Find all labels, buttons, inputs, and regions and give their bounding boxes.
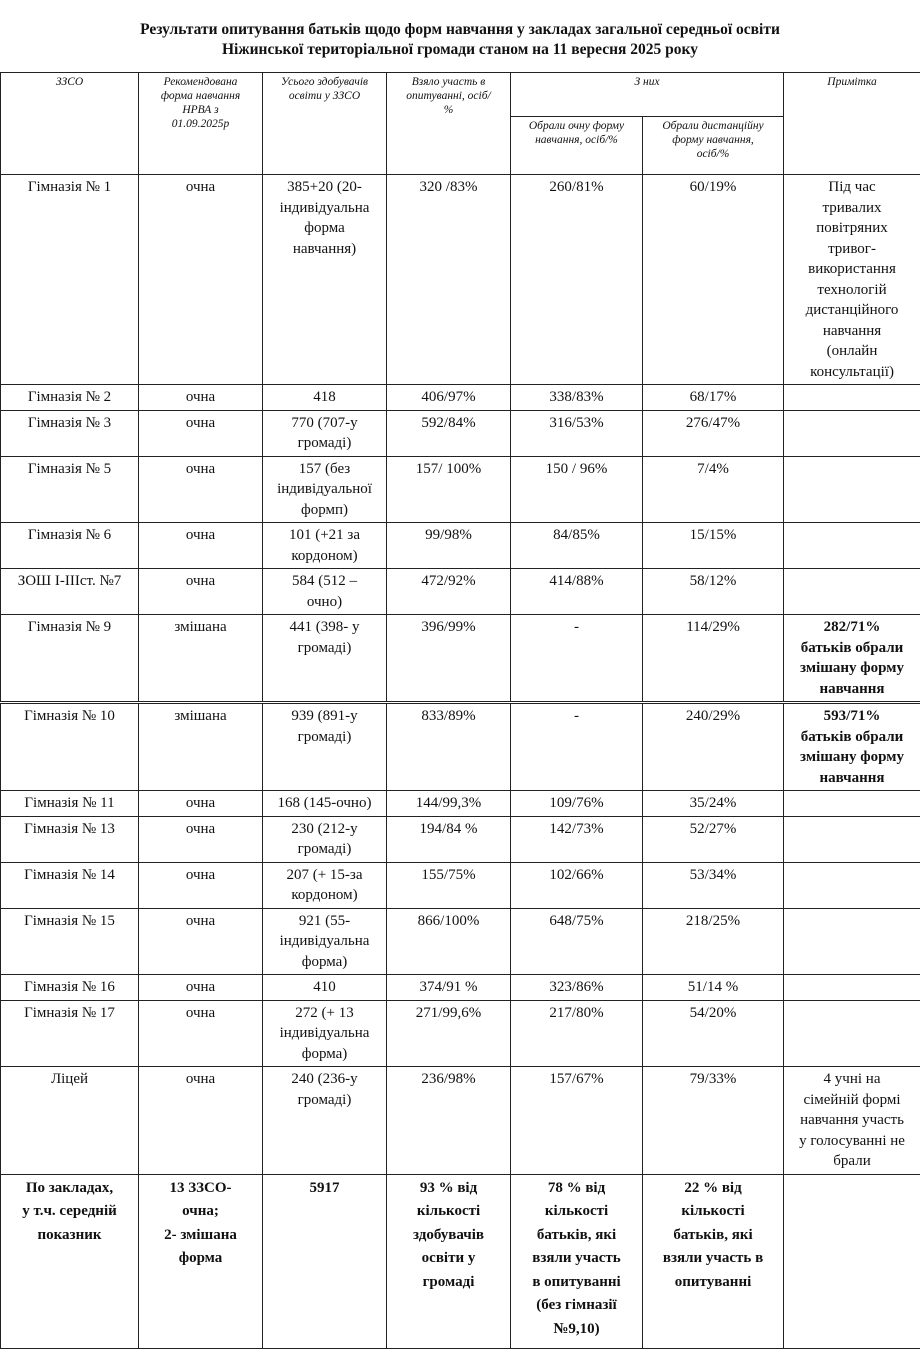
students-cell: 207 (+ 15-за кордоном) [263, 862, 387, 908]
inperson-cell: 338/83% [511, 385, 643, 411]
distance-cell: 60/19% [643, 175, 784, 385]
note-cell: Під час тривалих повітряних тривог- використання технологій дистанційного навчання (онлайн консультації) [784, 175, 920, 385]
students-cell: 584 (512 – очно) [263, 569, 387, 615]
form-cell: очна [139, 1067, 263, 1175]
students-cell: 939 (891-у громаді) [263, 703, 387, 791]
header-inperson: Обрали очну форму навчання, осіб/% [511, 117, 643, 175]
note-cell: 282/71% батьків обрали змішану форму навчання [784, 615, 920, 703]
inperson-cell: 84/85% [511, 523, 643, 569]
table-row [1, 175, 920, 385]
school-cell: Гімназія № 2 [1, 385, 139, 411]
inperson-cell: 316/53% [511, 410, 643, 456]
distance-cell: 58/12% [643, 569, 784, 615]
distance-cell: 15/15% [643, 523, 784, 569]
participated-cell: 833/89% [387, 703, 511, 791]
table-row [1, 816, 920, 862]
school-cell: Гімназія № 15 [1, 908, 139, 975]
form-cell: очна [139, 385, 263, 411]
note-cell [784, 456, 920, 523]
students-cell: 157 (без індивідуальної формп) [263, 456, 387, 523]
participated-cell: 144/99,3% [387, 791, 511, 817]
students-cell: 410 [263, 975, 387, 1001]
distance-cell: 68/17% [643, 385, 784, 411]
table-row [1, 791, 920, 817]
students-cell: 385+20 (20- індивідуальна форма навчання) [263, 175, 387, 385]
students-cell: 770 (707-у громаді) [263, 410, 387, 456]
distance-cell: 218/25% [643, 908, 784, 975]
participated-cell: 592/84% [387, 410, 511, 456]
inperson-cell: 109/76% [511, 791, 643, 817]
inperson-cell: 142/73% [511, 816, 643, 862]
form-cell: змішана [139, 703, 263, 791]
note-cell [784, 975, 920, 1001]
table-row [1, 523, 920, 569]
form-cell: очна [139, 523, 263, 569]
title-line-1: Результати опитування батьків щодо форм навчання у закладах загальної середньої освіти [0, 20, 920, 40]
inperson-cell: 414/88% [511, 569, 643, 615]
participated-cell: 406/97% [387, 385, 511, 411]
table-row [1, 862, 920, 908]
school-cell: Гімназія № 17 [1, 1000, 139, 1067]
header-distance: Обрали дистанційну форму навчання, осіб/% [643, 117, 784, 175]
school-cell: Гімназія № 5 [1, 456, 139, 523]
title-line-2: Ніжинської територіальної громади станом на 11 вересня 2025 року [0, 40, 920, 60]
note-cell [784, 410, 920, 456]
total-row [1, 1174, 920, 1348]
distance-cell: 52/27% [643, 816, 784, 862]
note-cell [784, 385, 920, 411]
total-students-cell: 5917 [263, 1174, 387, 1348]
inperson-cell: 150 / 96% [511, 456, 643, 523]
table-row [1, 975, 920, 1001]
total-distance-cell: 22 % від кількості батьків, які взяли участь в опитуванні [643, 1174, 784, 1348]
participated-cell: 472/92% [387, 569, 511, 615]
note-cell: 4 учні на сімейній формі навчання участь у голосуванні не брали [784, 1067, 920, 1175]
header-recommended-form: Рекомендована форма навчання НРВА з 01.09.2025р [139, 73, 263, 175]
distance-cell: 53/34% [643, 862, 784, 908]
distance-cell: 54/20% [643, 1000, 784, 1067]
form-cell: очна [139, 791, 263, 817]
school-cell: Гімназія № 1 [1, 175, 139, 385]
header-note: Примітка [784, 73, 920, 175]
note-cell [784, 908, 920, 975]
total-participated-cell: 93 % від кількості здобувачів освіти у громаді [387, 1174, 511, 1348]
table-row [1, 385, 920, 411]
students-cell: 101 (+21 за кордоном) [263, 523, 387, 569]
inperson-cell: 157/67% [511, 1067, 643, 1175]
note-cell [784, 862, 920, 908]
note-cell [784, 1000, 920, 1067]
table-row [1, 410, 920, 456]
table-row [1, 456, 920, 523]
total-school-cell: По закладах, у т.ч. середній показник [1, 1174, 139, 1348]
distance-cell: 51/14 % [643, 975, 784, 1001]
inperson-cell: 648/75% [511, 908, 643, 975]
school-cell: Гімназія № 16 [1, 975, 139, 1001]
participated-cell: 374/91 % [387, 975, 511, 1001]
inperson-cell: 102/66% [511, 862, 643, 908]
inperson-cell: 323/86% [511, 975, 643, 1001]
students-cell: 240 (236-у громаді) [263, 1067, 387, 1175]
total-form-cell: 13 ЗЗСО- очна; 2- змішана форма [139, 1174, 263, 1348]
note-cell [784, 569, 920, 615]
inperson-cell: 217/80% [511, 1000, 643, 1067]
students-cell: 230 (212-у громаді) [263, 816, 387, 862]
school-cell: Гімназія № 3 [1, 410, 139, 456]
school-cell: Гімназія № 10 [1, 703, 139, 791]
students-cell: 418 [263, 385, 387, 411]
header-school: ЗЗСО [1, 73, 139, 175]
school-cell: Гімназія № 6 [1, 523, 139, 569]
form-cell: очна [139, 862, 263, 908]
school-cell: Гімназія № 14 [1, 862, 139, 908]
students-cell: 441 (398- у громаді) [263, 615, 387, 703]
document-title [0, 20, 920, 60]
inperson-cell: 260/81% [511, 175, 643, 385]
form-cell: очна [139, 410, 263, 456]
school-cell: Гімназія № 13 [1, 816, 139, 862]
form-cell: очна [139, 1000, 263, 1067]
participated-cell: 396/99% [387, 615, 511, 703]
students-cell: 921 (55- індивідуальна форма) [263, 908, 387, 975]
students-cell: 168 (145-очно) [263, 791, 387, 817]
header-of-them: З них [511, 73, 784, 117]
total-note-cell [784, 1174, 920, 1348]
form-cell: очна [139, 816, 263, 862]
participated-cell: 320 /83% [387, 175, 511, 385]
distance-cell: 7/4% [643, 456, 784, 523]
form-cell: очна [139, 175, 263, 385]
header-total-students: Усього здобувачів освіти у ЗЗСО [263, 73, 387, 175]
table-body [1, 175, 920, 1349]
note-cell [784, 816, 920, 862]
school-cell: Ліцей [1, 1067, 139, 1175]
table-row [1, 1067, 920, 1175]
form-cell: змішана [139, 615, 263, 703]
header-row [1, 73, 920, 117]
form-cell: очна [139, 456, 263, 523]
form-cell: очна [139, 908, 263, 975]
header-participated: Взяло участь в опитуванні, осіб/ % [387, 73, 511, 175]
note-cell: 593/71% батьків обрали змішану форму навчання [784, 703, 920, 791]
table-row [1, 908, 920, 975]
students-cell: 272 (+ 13 індивідуальна форма) [263, 1000, 387, 1067]
note-cell [784, 523, 920, 569]
participated-cell: 194/84 % [387, 816, 511, 862]
school-cell: ЗОШ І-ІІІст. №7 [1, 569, 139, 615]
distance-cell: 240/29% [643, 703, 784, 791]
participated-cell: 155/75% [387, 862, 511, 908]
participated-cell: 866/100% [387, 908, 511, 975]
school-cell: Гімназія № 9 [1, 615, 139, 703]
survey-results-table [0, 72, 920, 1349]
distance-cell: 114/29% [643, 615, 784, 703]
form-cell: очна [139, 569, 263, 615]
total-inperson-cell: 78 % від кількості батьків, які взяли участь в опитуванні (без гімназії №9,10) [511, 1174, 643, 1348]
form-cell: очна [139, 975, 263, 1001]
table-row [1, 615, 920, 703]
note-cell [784, 791, 920, 817]
participated-cell: 157/ 100% [387, 456, 511, 523]
distance-cell: 79/33% [643, 1067, 784, 1175]
table-row [1, 569, 920, 615]
distance-cell: 276/47% [643, 410, 784, 456]
participated-cell: 99/98% [387, 523, 511, 569]
table-row [1, 703, 920, 791]
distance-cell: 35/24% [643, 791, 784, 817]
participated-cell: 236/98% [387, 1067, 511, 1175]
table-row [1, 1000, 920, 1067]
inperson-cell: - [511, 615, 643, 703]
participated-cell: 271/99,6% [387, 1000, 511, 1067]
inperson-cell: - [511, 703, 643, 791]
school-cell: Гімназія № 11 [1, 791, 139, 817]
